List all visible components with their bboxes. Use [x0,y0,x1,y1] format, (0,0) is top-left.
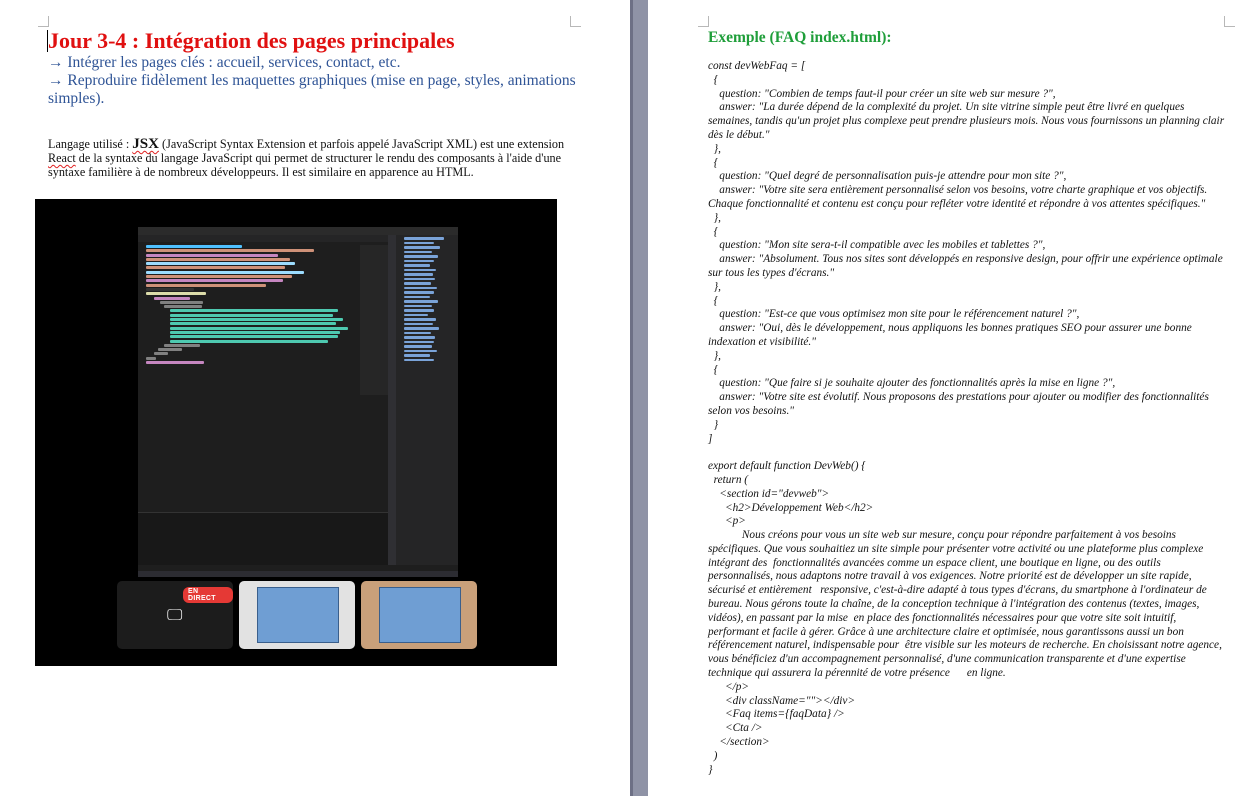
margin-corner-mark [570,16,581,27]
editor-titlebar [138,227,458,235]
monitor-icon: 🖵 [167,605,183,624]
thumbnail-live [117,581,233,649]
page-heading[interactable]: Jour 3-4 : Intégration des pages principales [48,28,455,53]
editor-code-lines [146,245,386,490]
margin-corner-mark [698,16,709,27]
react-term: React [48,151,76,165]
objective-item[interactable]: → Intégrer les pages clés : accueil, services, contact, etc. [48,54,401,71]
editor-terminal [138,512,388,565]
code-example[interactable]: const devWebFaq = [ { question: "Combien de temps faut-il pour créer un site web sur mesure ?", answer: "La durée dépend de la complexité du projet. Un site vitrine simple peut être livré en quelques semaines, tandis qu'un projet plus complexe peut prendre plusieurs mois. Nous vous fournissons un planning clair dès le début." }, { question: "Quel degré de personnalisation puis-je attendre pour mon site ?", answer: "Votre site sera entièrement personnalisé selon vos besoins, votre charte graphique et vos objectifs. Chaque fonctionnalité et contenu est conçu pour refléter votre identité et répondre à vos attentes spécifiques." }, { question: "Mon site sera-t-il compatible avec les mobiles et tablettes ?", answer: "Absolument. Tous nos sites sont développés en responsive design, pour offrir une expérience optimale sur tous les types d'écrans." }, { question: "Est-ce que vous optimisez mon site pour le référencement naturel ?", answer: "Oui, dès le développement, nous appliquons les bonnes pratiques SEO pour assurer une bonne indexation et visibilité." }, { question: "Que faire si je souhaite ajouter des fonctionnalités après la mise en ligne ?", answer: "Votre site est évolutif. Nous proposons des prestations pour ajouter ou modifier des fonctionnalités selon vos besoins." } ] export default function DevWeb() { return ( <section id="devweb"> <h2>Développement Web</h2> <p> Nous créons pour vous un site web sur mesure, conçu pour répondre parfaitement à vos besoins spécifiques. Que vous souhaitiez un site simple pour présenter votre activité ou une plateforme plus complexe intégrant des fonctionnalités avancées comme un espace client, une boutique en ligne, ou des outils personnalisés, nous adaptons notre travail à vos exigences. Notre priorité est de développer un site rapide, sécurisé et entièrement responsive, c'est-à-dire adapté à tous types d'écrans, du smartphone à l'ordinateur de bureau. Nous gérons toute la chaîne, de la conception technique à l'intégration des contenus (textes, images, vidéos), en passant par la mise en place des fonctionnalités nécessaires pour que votre site soit intuitif, performant et facile à gérer. Grâce à une architecture claire et optimisée, nous garantissons aussi un bon référencement naturel, indispensable pour être visible sur les moteurs de recherche. En choisissant notre agence, vous bénéficiez d'un accompagnement personnalisé, d'une communication transparente et d'une expertise technique qui assurera la pérennité de votre présence en ligne. </p> <div className=""></div> <Faq items={faqData} /> <Cta /> </section> ) } [708,60,1225,776]
thumbnail-screen [361,581,477,649]
live-badge: EN DIRECT [183,587,233,603]
editor-minimap [360,245,388,395]
margin-corner-mark [38,16,49,27]
para-text: (JavaScript Syntax Extension et parfois appelé JavaScript XML) est une extension [158,137,565,151]
page-gutter [630,0,648,796]
objective-list[interactable] [48,54,588,108]
right-page [648,0,1254,796]
video-thumbnails [117,581,479,649]
para-prefix: Langage utilisé : [48,137,133,151]
example-title[interactable]: Exemple (FAQ index.html): [708,29,892,46]
language-paragraph[interactable] [48,137,568,179]
code-editor-window [138,227,458,577]
margin-corner-mark [1224,16,1235,27]
editor-statusbar [138,571,458,577]
para-text: de la syntaxe du langage JavaScript qui permet de structurer le rendu des composants à l'aide d'une syntaxe familière à de nombreux développeurs. Il est similaire en apparence au HTML. [48,151,562,179]
objective-item[interactable]: → Reproduire fidèlement les maquettes graphiques (mise en page, styles, animations simples). [48,72,576,107]
jsx-term: JSX [132,136,159,152]
editor-activity-bar [388,235,396,565]
editor-file-explorer [396,235,458,565]
embedded-screenshot-image[interactable] [35,199,557,666]
thumbnail-screen [239,581,355,649]
